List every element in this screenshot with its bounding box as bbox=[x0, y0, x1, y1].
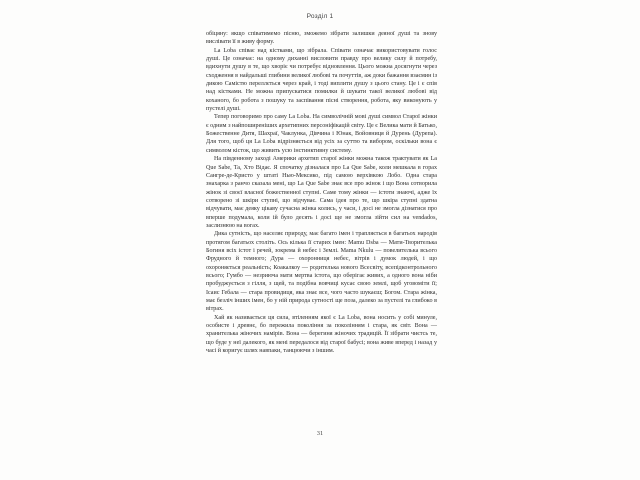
paragraph: На південному заході Америки архетип старої жінки можна також трактувати як La Que Sabe, Та, Хто Відає. Я спочатку дізналася про La Que Sabe, коли мешкала в горах Сангре-де-Кристо у штаті Нью-Мексико, під самою верхівкою Лобо. Одна стара знахарка з ранчо сказала мені, що La Que Sabe знає все про жінок і що Вона сотворила жінок зі своєї власної божественної ступні. Саме тому жінки — істоти знаючі, адже їх сотворено зі шкіри ступні, що відчуває. Сама ідея про те, що шкіра ступні здатна відчувати, має деяку цікаву сучасна жінка колись, у часи, і досі не змогла дізнатися про вперше подумала, коли ій було десять і досі ще не змогла зійти сил на vendados, заслизнюю на вогах. bbox=[206, 156, 437, 229]
paragraph: Тепер поговоримо про саму La Loba. На символічній мові душі символ Старої жінки є одним з найпоширеніших архетипних персоніфікацій світу. Це є Велика мати й Батько, Божественне Дитя, Шахраї, Чаклунка, Дівчина і Юнак, Войовниця й Дурень (Дурепа). Для того, щоб ця La Loba відрізняється від усіх за суттю та вибором, оскільки вона є символом кісток, що живить усю інстинктивну систему. bbox=[206, 114, 437, 154]
body-text bbox=[206, 30, 437, 355]
paragraph: обіцяну: якщо співатимемо пісню, зможемо зібрати залишки деяної душі та знову вислівати її в живу форму. bbox=[206, 31, 437, 46]
paragraph: La Loba співає над кістками, що зібрала. Співати означає використовувати голос душі. Це означає: на одному диханні висловити правду про велику силу й потребу, вдихнути душу в те, що хворіє чи потребує відновлення. Цього можна досягнути через сходження в найдальші глибини великої любові та почуттів, аж доки бажання взаємин із дикою Самістю переллється через край, і тоді виплити душу з цього стану. Це і є спів над кістками. Не можна припускатися помилки й шукати такої великої любові від коханого, бо робота з пошуку та заспівання пісні створення, робота, яку виконують у пустелі душі. bbox=[206, 47, 437, 113]
page-number: 31 bbox=[316, 430, 324, 437]
running-header: Розділ 1 bbox=[306, 13, 334, 20]
paragraph: Хай як називається ця сила, втіленням якої є La Loba, вона носить у собі минуле, особисте і древнє, бо пережила покоління за поколінням і стара, як світ. Вона — хранителька жіночих намірів. Вона — берегиня жіночих традицій. Її зібрати чиєтсь те, що буде у неї далекого, як мені передалося від старої бабусі; вона живе вперед і назад у часі й коригує шлях навпаки, танцюючи з іншим. bbox=[206, 314, 437, 355]
paragraph: Дика сутність, що населяє природу, має багато імен і трапляється в багатьох народів протягом багатьох століть. Ось кілька її старих імен: Mamu Dsba — Мати-Творителька Богиня всіх істот і речей, зокрема й небес і Землі. Mama Nkulu — повелителька всього Фрудного й темного; Дура — охоронниця небес, вітрів і думок людей, і що охороняється реальність; Коакалкоу — родителька нового Всесвіту, всепідконтрольного всього; Гумбо — незриюча мати мертва істота, що оберігає живих, а одного вона ніби пробуджується з гілля, з щей, та подібна вовчиці кусає свою землі, щоб уговоміти її; Ісаис Гебала — стара провидиця, яка знає все, чого часто шукаєш; Богом. Стара жінка, має безліч інших імен, бо у ній природа сутності ще поза, далеко за пустелі та глибоко в вітрах. bbox=[206, 231, 437, 313]
